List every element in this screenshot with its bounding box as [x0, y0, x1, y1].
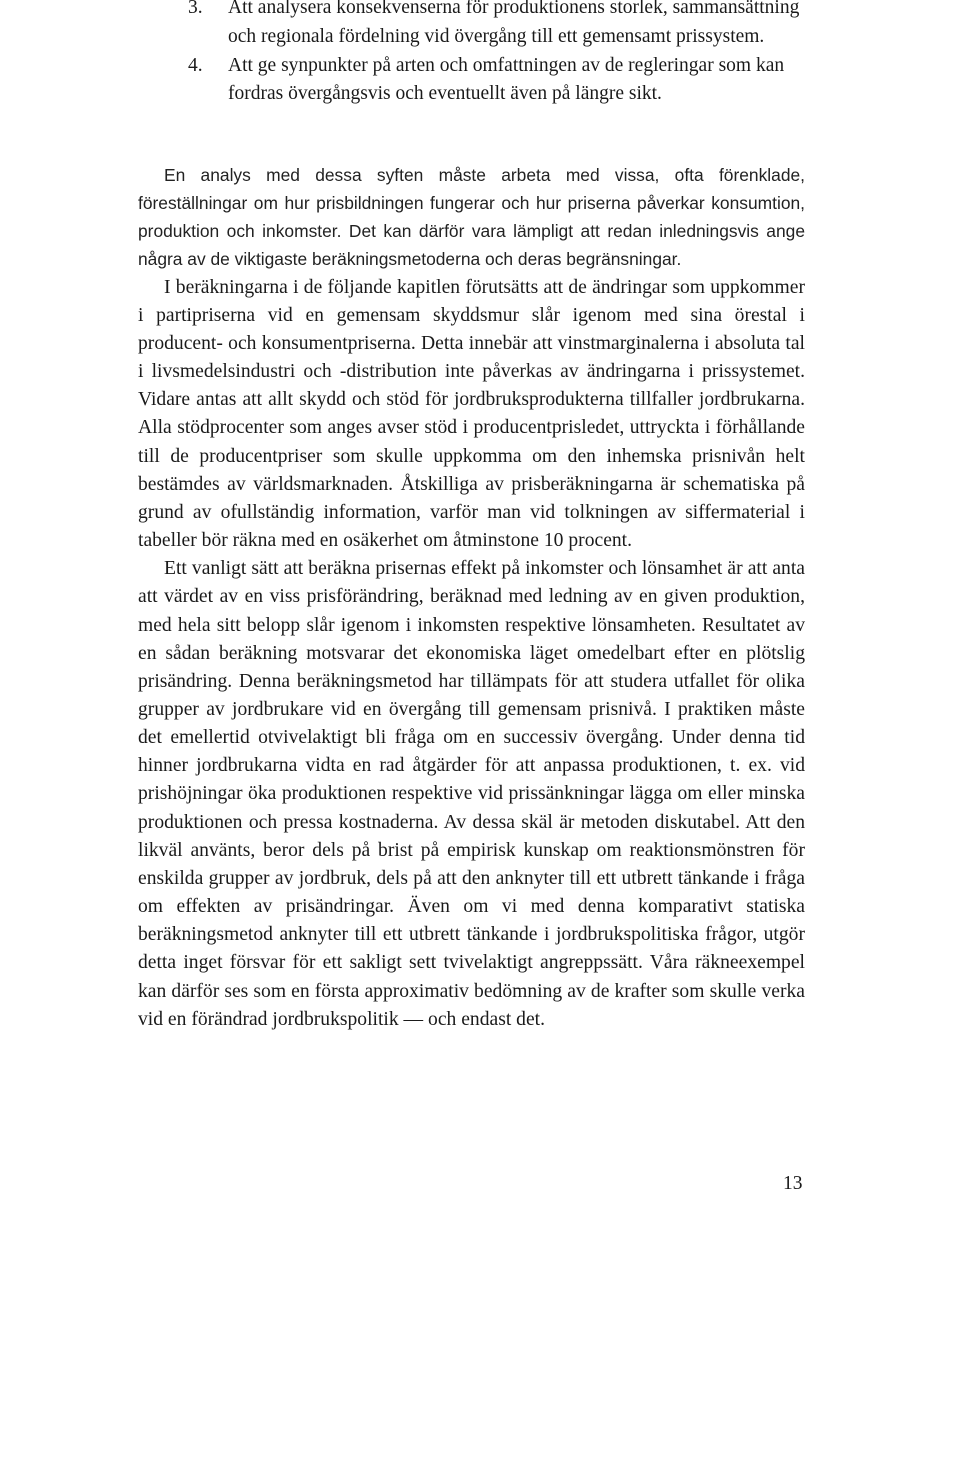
list-item-number: 3. — [188, 0, 203, 18]
numbered-list — [188, 0, 814, 109]
paragraph-assumptions: I beräkningarna i de följande kapitlen förutsätts att de ändringar som uppkommer i partipriserna vid en gemensam skyddsmur slår igenom med sina örestal i producent- och konsumentpriserna. Detta innebär att vinstmarginalerna i absoluta tal i livsmedelsindustri och -distribution inte påverkas av ändringarna i prissystemet. Vidare antas att allt skydd och stöd för jordbruksprodukterna tillfaller jordbrukarna. Alla stödprocenter som anges avser stöd i producentprisledet, uttryckta i förhållande till de producentpriser som skulle uppkomma om den inhemska prisnivån helt bestämdes av världsmarknaden. Åtskilliga av prisberäkningarna är schematiska på grund av ofullständig information, varför man vid tolkningen av siffermaterial i tabeller bör räkna med en osäkerhet om åtminstone 10 procent. — [138, 276, 805, 552]
page-number: 13 — [783, 1173, 803, 1194]
list-item-number: 4. — [188, 54, 203, 76]
paragraph-methods-intro: En analys med dessa syften måste arbeta med vissa, ofta förenklade, föreställningar om hur prisbildningen fungerar och hur priserna påverkar konsumtion, produktion och inkomster. Det kan därför vara lämpligt att redan inledningsvis ange några av de viktigaste beräkningsmetoderna och deras begränsningar. — [138, 165, 805, 270]
list-item-text: Att ge synpunkter på arten och omfattningen av de regleringar som kan fordras övergångsvis och eventuellt även på längre sikt. — [228, 54, 785, 105]
list-item-text: Att analysera konsekvenserna för produktionens storlek, sammansättning och regionala fördelning vid övergång till ett gemensamt prissystem. — [228, 0, 800, 47]
list-item — [188, 52, 814, 110]
paragraph-calculation-method: Ett vanligt sätt att beräkna prisernas effekt på inkomster och lönsamhet är att anta att värdet av en viss prisförändring, beräknad med ledning av en given produktion, med hela sitt belopp slår igenom i inkomsten respektive lönsamheten. Resultatet av en sådan beräkning motsvarar det ekonomiska läget omedelbart efter en plötslig prisändring. Denna beräkningsmetod har tillämpats för att studera utfallet för olika grupper av jordbrukare vid en övergång till gemensam prisnivå. I praktiken måste det emellertid otvivelaktigt bli fråga om en successiv övergång. Under denna tid hinner jordbrukarna vidta en rad åtgärder för att anpassa produktionen, t. ex. vid prishöjningar öka produktionen respektive vid prissänkningar lägga om eller minska produktionen och pressa kostnaderna. Av dessa skäl är metoden diskutabel. Att den likväl använts, beror dels på brist på empirisk kunskap om reaktionsmönstren för enskilda grupper av jordbruk, dels på att den anknyter till ett utbrett tänkande i fråga om effekten av prisändringar. Även om vi med denna komparativt statiska beräkningsmetod anknyter till ett utbrett tänkande i jordbrukspolitiska frågor, utgör detta inget försvar för ett sakligt sett tvivelaktigt angreppssätt. Våra räkneexempel kan därför ses som en första approximativ bedömning av de krafter som skulle verka vid en förändrad jordbrukspolitik — och endast det. — [138, 558, 805, 1030]
body-text — [138, 161, 805, 1034]
list-item — [188, 0, 814, 52]
